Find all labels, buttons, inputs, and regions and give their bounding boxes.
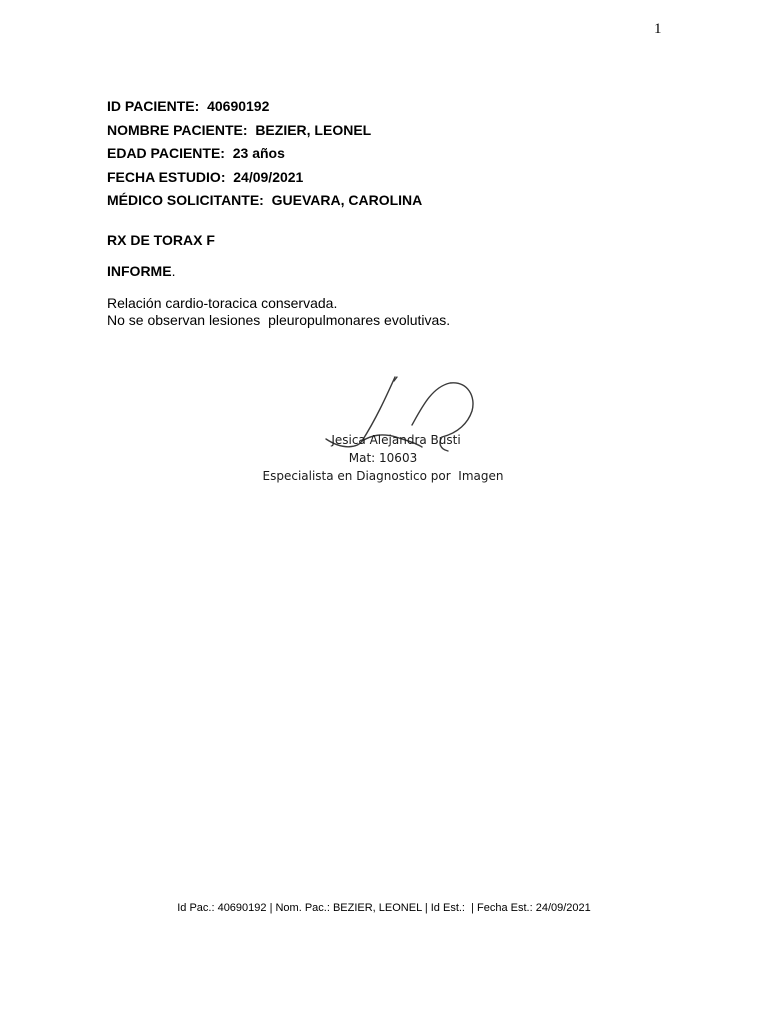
report-heading-label: INFORME [107,263,172,279]
report-line: No se observan lesiones pleuropulmonares evolutivas. [107,312,451,328]
patient-name-value: BEZIER, LEONEL [255,121,372,138]
patient-age-value: 23 años [232,145,285,161]
signature-block [262,363,504,488]
requesting-doctor-label: MÉDICO SOLICITANTE: [107,192,264,208]
page-footer: Id Pac.: 40690192 | Nom. Pac.: BEZIER, LEONEL | Id Est.: | Fecha Est.: 24/09/2021 [177,902,591,914]
requesting-doctor-row [107,189,422,213]
report-body [107,295,450,329]
patient-age-label: EDAD PACIENTE: [107,145,225,161]
requesting-doctor-value: GUEVARA, CAROLINA [271,192,423,208]
patient-id-value: 40690192 [207,98,270,114]
study-date-row [107,166,422,190]
patient-id-label: ID PACIENTE: [107,98,200,114]
study-date-label: FECHA ESTUDIO: [107,168,226,185]
patient-info [107,95,422,213]
page-number: 1 [654,21,662,37]
signer-name: Jesica Alejandra Busti [331,433,461,447]
patient-name-label: NOMBRE PACIENTE: [107,121,248,138]
report-heading-suffix: . [171,263,176,279]
study-date-value: 24/09/2021 [233,168,304,185]
report-line: Relación cardio-toracica conservada. [107,295,338,311]
patient-id-row [107,95,422,119]
signer-specialty: Especialista en Diagnostico por Imagen [262,469,504,483]
patient-age-row [107,142,422,166]
patient-name-row [107,119,422,143]
signer-registration: Mat: 10603 [348,451,418,465]
signature-text [262,431,504,485]
study-title: RX DE TORAX F [107,232,215,248]
report-heading [107,263,175,279]
